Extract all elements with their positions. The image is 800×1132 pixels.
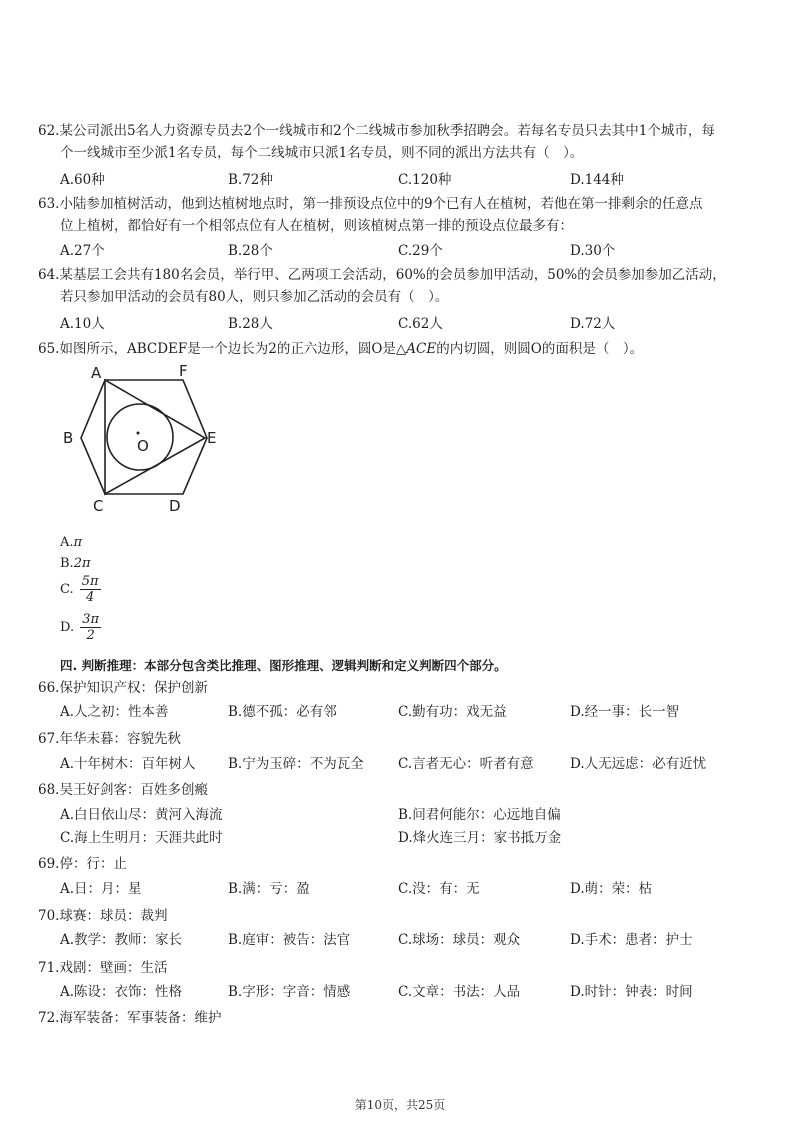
question-71 (38, 957, 167, 979)
option-a[interactable]: A.27个 (60, 243, 105, 259)
option-d[interactable]: D.72人 (570, 316, 616, 332)
option-d[interactable]: D.30个 (570, 243, 616, 259)
option-a[interactable]: A.陈设：衣饰：性格 (60, 984, 183, 1000)
question-62 (38, 120, 715, 164)
option-d[interactable]: D. $\frac{3\pi}{2}$ (60, 612, 100, 643)
option-a[interactable]: A.60种 (60, 172, 105, 188)
question-text: 64.某基层工会共有180名会员，举行甲、乙两项工会活动，60%的会员参加甲活动，50%的会员参加参加乙活动， (38, 267, 726, 283)
question-stem: 66.保护知识产权：保护创新 (38, 680, 208, 696)
option-d[interactable]: D.人无远虑：必有近忧 (570, 756, 707, 772)
option-c[interactable]: C.勤有功：戏无益 (398, 704, 507, 720)
question-stem: 67.年华未暮：容貌先秋 (38, 731, 181, 747)
question-69 (38, 853, 127, 875)
option-b[interactable]: B.72种 (228, 172, 273, 188)
question-text: 若只参加甲活动的会员有80人，则只参加乙活动的会员有（ ）。 (60, 289, 449, 305)
page-footer: 第10页，共25页 (354, 1098, 446, 1112)
option-d[interactable]: D.经一事：长一智 (570, 704, 680, 720)
option-b[interactable]: B.满：亏：盈 (228, 881, 310, 897)
question-stem: 68.吴王好剑客：百姓多创瘢 (38, 782, 208, 798)
option-b[interactable]: B.宁为玉碎：不为瓦全 (228, 756, 364, 772)
label-e: E (207, 429, 217, 447)
option-a[interactable]: A.日：月：星 (60, 881, 142, 897)
question-text (38, 338, 643, 360)
question-65 (38, 338, 643, 360)
option-b[interactable]: B.28个 (228, 243, 273, 259)
option-d[interactable]: D.烽火连三月：家书抵万金 (398, 830, 562, 846)
label-o: O (137, 437, 149, 455)
question-stem: 71.戏剧：壁画：生活 (38, 960, 168, 976)
question-68 (38, 779, 208, 801)
option-c[interactable]: C. $\frac{5\pi}{4}$ (60, 574, 99, 605)
option-b[interactable]: B.2π (60, 556, 91, 571)
hexagon-figure (55, 360, 230, 520)
question-stem: 70.球赛：球员：裁判 (38, 908, 168, 924)
question-64 (38, 264, 726, 308)
question-63 (38, 193, 703, 237)
question-67 (38, 728, 181, 750)
triangle-ace: △ACE (395, 341, 437, 357)
option-d[interactable]: D.萌：荣：枯 (570, 881, 653, 897)
label-f: F (179, 362, 188, 380)
question-72 (38, 1007, 221, 1029)
question-text: 63.小陆参加植树活动，他到达植树地点时，第一排预设点位中的9个已有人在植树，若他在第一排剩余的任意点 (38, 196, 703, 212)
option-c[interactable]: C.没：有：无 (398, 881, 480, 897)
question-66 (38, 677, 208, 699)
option-b[interactable]: B.庭审：被告：法官 (228, 932, 351, 948)
option-a[interactable]: A.10人 (60, 316, 105, 332)
question-text-start: 65.如图所示，ABCDEF是一个边长为2的正六边形，圆O是 (38, 341, 396, 357)
label-d: D (169, 497, 181, 515)
option-d[interactable]: D.时针：钟表：时间 (570, 984, 693, 1000)
option-c[interactable]: C.120种 (398, 172, 452, 188)
option-a[interactable]: A.π (60, 535, 83, 550)
option-d[interactable]: D.144种 (570, 172, 624, 188)
label-c: C (93, 497, 104, 515)
option-a[interactable]: A.教学：教师：家长 (60, 932, 183, 948)
fraction: $\frac{5\pi}{4}$ (81, 574, 99, 605)
option-c[interactable]: C.62人 (398, 316, 443, 332)
option-b[interactable]: B.28人 (228, 316, 273, 332)
section-heading: 四. 判断推理：本部分包含类比推理、图形推理、逻辑判断和定义判断四个部分。 (60, 658, 507, 673)
option-c[interactable]: C.29个 (398, 243, 443, 259)
question-70 (38, 905, 167, 927)
option-b[interactable]: B.字形：字音：情感 (228, 984, 351, 1000)
label-a: A (91, 364, 102, 382)
option-c[interactable]: C.文章：书法：人品 (398, 984, 521, 1000)
option-a[interactable]: A.白日依山尽：黄河入海流 (60, 807, 223, 823)
option-c[interactable]: C.海上生明月：天涯共此时 (60, 830, 223, 846)
question-text-end: 的内切圆，则圆O的面积是（ ）。 (436, 341, 644, 357)
fraction: $\frac{3\pi}{2}$ (82, 612, 100, 643)
option-a[interactable]: A.人之初：性本善 (60, 704, 169, 720)
question-stem: 69.停：行：止 (38, 856, 127, 872)
question-text: 个一线城市至少派1名专员，每个二线城市只派1名专员，则不同的派出方法共有（ ）。 (60, 145, 584, 161)
label-b: B (63, 429, 74, 447)
option-d[interactable]: D.手术：患者：护士 (570, 932, 693, 948)
option-c[interactable]: C.球场：球员：观众 (398, 932, 521, 948)
option-a[interactable]: A.十年树木：百年树人 (60, 756, 196, 772)
question-stem: 72.海军装备：军事装备：维护 (38, 1010, 222, 1026)
option-b[interactable]: B.德不孤：必有邻 (228, 704, 337, 720)
question-text: 62.某公司派出5名人力资源专员去2个一线城市和2个二线城市参加秋季招聘会。若每名专员只去其中1个城市，每 (38, 123, 715, 139)
center-point (137, 432, 140, 435)
option-c[interactable]: C.言者无心：听者有意 (398, 756, 534, 772)
question-text: 位上植树，都恰好有一个相邻点位有人在植树，则该植树点第一排的预设点位最多有： (60, 218, 573, 234)
option-b[interactable]: B.问君何能尔：心远地自偏 (398, 807, 561, 823)
